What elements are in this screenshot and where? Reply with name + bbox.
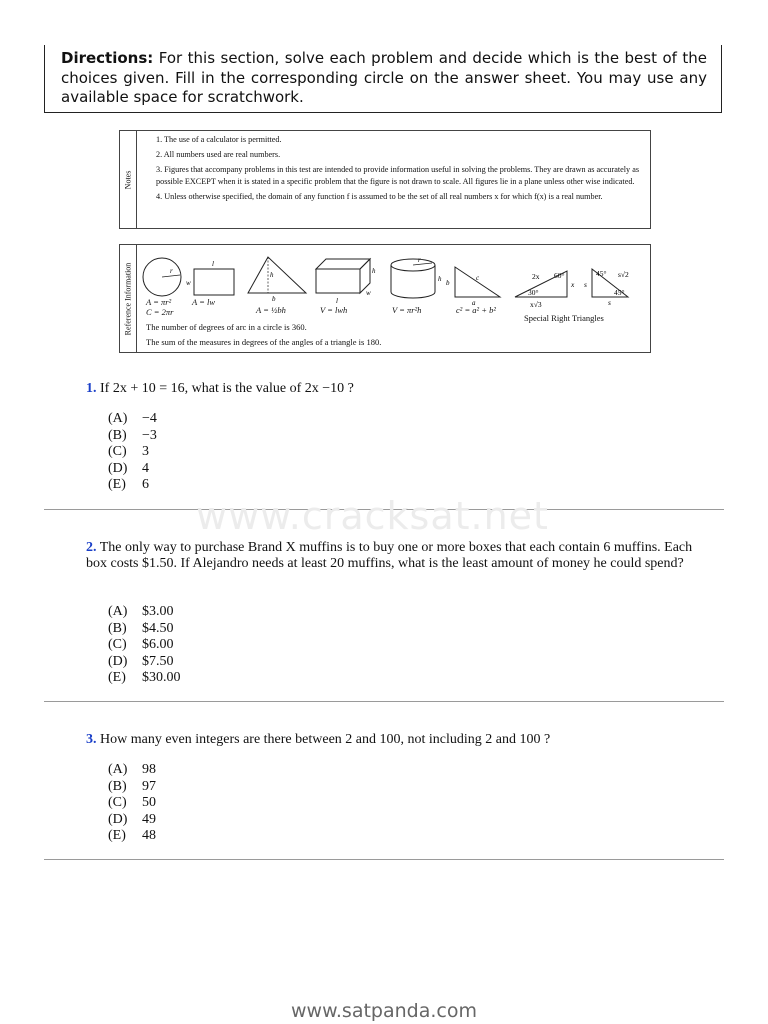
note-item: 2. All numbers used are real numbers.: [156, 150, 281, 159]
answer-choice[interactable]: (A) $3.00: [108, 604, 174, 619]
notes-list: [156, 134, 640, 206]
box-formula: V = lwh: [320, 305, 348, 315]
svg-text:w: w: [186, 279, 191, 287]
svg-text:b: b: [272, 295, 276, 303]
answer-choice[interactable]: (B) $4.50: [108, 620, 174, 636]
box-figure: [316, 259, 376, 305]
svg-text:45°: 45°: [596, 269, 607, 278]
svg-text:h: h: [270, 271, 274, 279]
45-45-90-triangle-figure: [584, 269, 629, 307]
question-number: 3.: [86, 732, 97, 747]
directions-label: Directions:: [61, 49, 154, 67]
answer-choice[interactable]: (C) 3: [108, 444, 149, 459]
answer-choice[interactable]: (D) 4: [108, 460, 149, 476]
svg-text:30°: 30°: [528, 288, 539, 297]
svg-text:x: x: [571, 280, 575, 289]
30-60-90-triangle-figure: [515, 271, 575, 309]
question-text: If 2x + 10 = 16, what is the value of 2x −10 ?: [96, 381, 354, 396]
answer-choice[interactable]: (B) 97: [108, 778, 156, 794]
question-3-choices: [108, 762, 156, 845]
answer-choice[interactable]: (E) 6: [108, 477, 149, 492]
right-triangle-figure: [446, 267, 500, 307]
answer-choice[interactable]: (B) −3: [108, 427, 157, 443]
svg-text:l: l: [212, 260, 214, 268]
svg-text:h: h: [438, 275, 442, 283]
svg-text:a: a: [472, 299, 476, 307]
svg-text:s: s: [584, 280, 587, 289]
watermark: www.cracksat.net: [196, 494, 549, 538]
notes-side-label: Notes: [120, 131, 137, 228]
cylinder-figure: [391, 256, 442, 298]
special-right-triangles-label: Special Right Triangles: [524, 313, 604, 323]
question-number: 2.: [86, 540, 97, 555]
svg-text:h: h: [372, 267, 376, 275]
svg-text:x√3: x√3: [530, 300, 542, 309]
question-1: [86, 381, 696, 397]
answer-choice[interactable]: (A) 98: [108, 762, 156, 777]
question-1-choices: [108, 411, 157, 494]
footer-url: www.satpanda.com: [291, 1000, 477, 1022]
rectangle-figure: [194, 269, 234, 295]
reference-line-arc: The number of degrees of arc in a circle is 360.: [146, 322, 307, 332]
answer-choice[interactable]: (A) −4: [108, 411, 157, 426]
answer-choice[interactable]: (C) 50: [108, 795, 156, 810]
svg-text:c: c: [476, 274, 480, 282]
svg-text:45°: 45°: [614, 288, 625, 297]
rectangle-formula: A = lw: [192, 297, 216, 307]
answer-choice[interactable]: (D) $7.50: [108, 653, 174, 669]
reference-box: [119, 244, 651, 353]
directions-box: [44, 45, 722, 113]
cylinder-formula: V = πr²h: [392, 305, 422, 315]
answer-choice[interactable]: (E) $30.00: [108, 670, 181, 685]
question-text: How many even integers are there between 2 and 100, not including 2 and 100 ?: [96, 732, 551, 747]
answer-choice[interactable]: (D) 49: [108, 811, 156, 827]
question-2-choices: [108, 604, 181, 687]
svg-text:r: r: [170, 267, 173, 275]
divider: [44, 859, 724, 860]
answer-choice[interactable]: (E) 48: [108, 828, 156, 843]
note-item: 4. Unless otherwise specified, the domain of any function f is assumed to be the set of all real numbers x for which f(x) is a real number.: [156, 192, 603, 201]
question-2: [86, 540, 696, 572]
svg-text:60°: 60°: [554, 271, 565, 280]
question-number: 1.: [86, 381, 97, 396]
triangle-formula: A = ½bh: [256, 305, 286, 315]
reference-side-label: Reference Information: [120, 245, 137, 352]
directions-text: For this section, solve each problem and decide which is the best of the choices given. Fill in the corresponding circle on the answer sheet. You may use any available space for scratchwork.: [61, 49, 707, 106]
pythagorean-formula: c² = a² + b²: [456, 305, 496, 315]
svg-text:b: b: [446, 279, 450, 287]
svg-text:l: l: [336, 297, 338, 305]
svg-text:2x: 2x: [532, 272, 540, 281]
circle-area-formula: A = πr²: [146, 297, 172, 307]
note-item: 3. Figures that accompany problems in this test are intended to provide information useful in solving the problems. They are drawn as accurately as possible EXCEPT when it is stated in a specific problem that the figure is not drawn to scale. All figures lie in a plane unless other wise indicated.: [156, 165, 640, 186]
svg-text:s: s: [608, 298, 611, 307]
svg-text:w: w: [366, 289, 371, 297]
notes-box: [119, 130, 651, 229]
reference-line-angles: The sum of the measures in degrees of the angles of a triangle is 180.: [146, 337, 382, 347]
svg-text:s√2: s√2: [618, 270, 629, 279]
question-3: [86, 732, 696, 748]
svg-text:r: r: [418, 256, 421, 264]
circle-circumference-formula: C = 2πr: [146, 307, 174, 317]
divider: [44, 701, 724, 702]
note-item: 1. The use of a calculator is permitted.: [156, 135, 282, 144]
question-text: The only way to purchase Brand X muffins is to buy one or more boxes that each contain 6 muffins. Each box costs $1.50. If Alejandro needs at least 20 muffins, what is the least amount of money he could spend?: [86, 540, 693, 571]
triangle-figure: [248, 257, 306, 293]
answer-choice[interactable]: (C) $6.00: [108, 637, 174, 652]
